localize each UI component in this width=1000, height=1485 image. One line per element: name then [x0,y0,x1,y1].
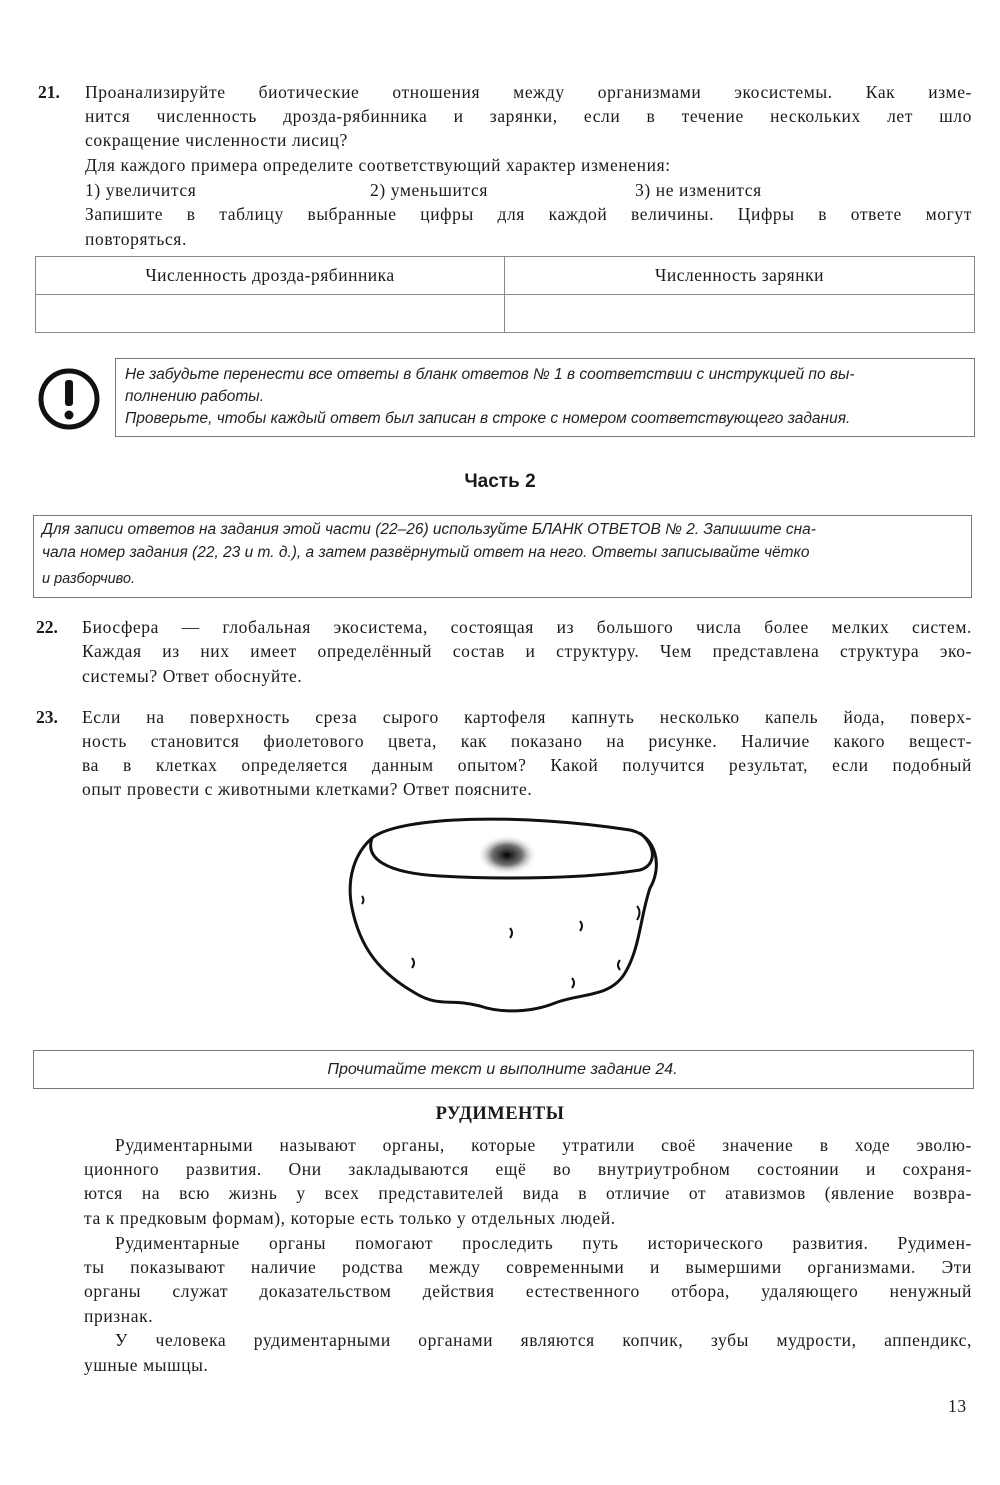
task-number: 21. [38,82,60,102]
article-line: ушные мышцы. [84,1355,209,1375]
task-text-line: Если на поверхность среза сырого картофеля капнуть несколько капель йода, поверх- [82,707,972,727]
notice-line: Проверьте, чтобы каждый ответ был записан в строке с номером соответствующего задания. [125,410,851,427]
part-instruction-line: чала номер задания (22, 23 и т. д.), а затем развёрнутый ответ на него. Ответы записывайте чётко [42,544,810,561]
table-header: Численность дрозда-рябинника [36,257,505,295]
part-title: Часть 2 [464,471,536,492]
table-header: Численность зарянки [505,257,975,295]
article-line: ционного развития. Они закладываются ещё во внутриутробном состоянии и сохраня- [84,1159,972,1179]
task-instruction: Для каждого примера определите соответствующий характер изменения: [85,155,671,175]
article-line: органы служат доказательством действия естественного отбора, удаляющего ненужный [84,1281,972,1301]
exclamation-circle-icon [36,366,102,432]
option-3: 3) не изменится [635,180,762,200]
iodine-stain [477,835,537,875]
task-text-line: ность становится фиолетового цвета, как показано на рисунке. Наличие какого вещест- [82,731,972,751]
part-instruction-line: и разборчиво. [42,571,136,587]
article-line: Рудиментарные органы помогают проследить путь исторического развития. Рудимен- [115,1233,972,1253]
option-2: 2) уменьшится [370,180,488,200]
part-instruction-line: Для записи ответов на задания этой части (22–26) используйте БЛАНК ОТВЕТОВ № 2. Запишите сна- [42,521,816,538]
task-number: 23. [36,707,58,727]
task-text-line: Запишите в таблицу выбранные цифры для каждой величины. Цифры в ответе могут [85,204,972,224]
task-text-line: системы? Ответ обоснуйте. [82,666,303,686]
task-text-line: Каждая из них имеет определённый состав и структуру. Чем представлена структура эко- [82,641,972,661]
answer-cell[interactable] [505,295,975,333]
article-line: та к предковым формам), которые есть только у отдельных людей. [84,1208,616,1228]
task-number: 22. [36,617,58,637]
answer-table [35,256,975,333]
task-text-line: Биосфера — глобальная экосистема, состоящая из большого числа более мелких систем. [82,617,972,637]
task-text-line: нится численность дрозда-рябинника и зарянки, если в течение нескольких лет шло [85,106,972,126]
option-1: 1) увеличится [85,180,197,200]
task-text-line: Проанализируйте биотические отношения между организмами экосистемы. Как изме- [85,82,972,102]
article-line: ются на всю жизнь у всех представителей вида в отличие от атавизмов (явление возвра- [84,1183,972,1203]
potato-illustration [340,808,670,1033]
notice-line: Не забудьте перенести все ответы в бланк ответов № 1 в соответствии с инструкцией по вы- [125,366,855,383]
read-instruction: Прочитайте текст и выполните задание 24. [327,1061,678,1078]
article-line: Рудиментарными называют органы, которые утратили своё значение в ходе эволю- [115,1135,972,1155]
page-number: 13 [948,1396,967,1416]
article-line: признак. [84,1306,154,1326]
task-text-line: повторяться. [85,229,187,249]
article-line: ты показывают наличие родства между современными и вымершими организмами. Эти [84,1257,972,1277]
notice-line: полнению работы. [125,388,265,405]
article-title: РУДИМЕНТЫ [435,1104,565,1124]
task-text-line: опыт провести с животными клетками? Ответ поясните. [82,779,533,799]
task-text-line: ва в клетках определяется данным опытом? Какой получится результат, если подобный [82,755,972,775]
task-text-line: сокращение численности лисиц? [85,130,348,150]
article-line: У человека рудиментарными органами являются копчик, зубы мудрости, аппендикс, [115,1330,972,1350]
answer-cell[interactable] [36,295,505,333]
